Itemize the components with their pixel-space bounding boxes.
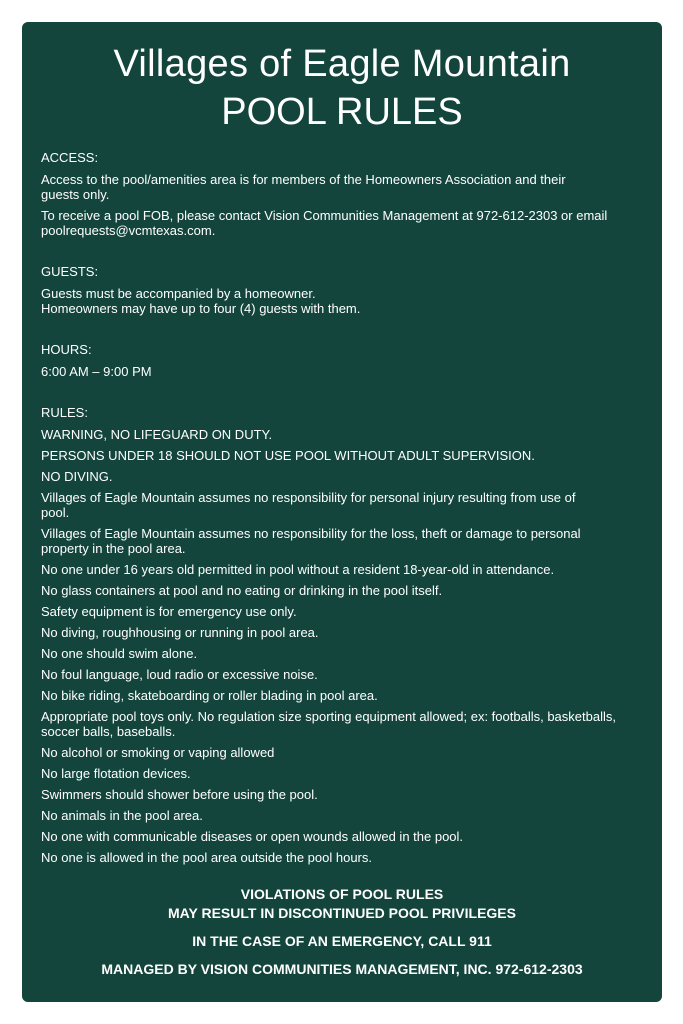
rule-item: No one with communicable diseases or open wounds allowed in the pool. — [41, 829, 464, 844]
access-section — [41, 150, 643, 238]
hours-heading: HOURS: — [41, 342, 92, 357]
access-paragraph: To receive a pool FOB, please contact Vision Communities Management at 972-612-2303 or email poolrequests@vcmtexas.com. — [41, 208, 608, 238]
rule-item: No bike riding, skateboarding or roller blading in pool area. — [41, 688, 378, 703]
rule-item: PERSONS UNDER 18 SHOULD NOT USE POOL WITHOUT ADULT SUPERVISION. — [41, 448, 535, 463]
rule-item: No one should swim alone. — [41, 646, 198, 661]
hours-value: 6:00 AM – 9:00 PM — [41, 364, 152, 379]
footer-notices — [41, 885, 643, 979]
rule-item: Appropriate pool toys only. No regulation size sporting equipment allowed; ex: footballs, basketballs, soccer balls, baseballs. — [41, 709, 616, 739]
rule-item: No foul language, loud radio or excessive noise. — [41, 667, 318, 682]
rules-section — [41, 405, 643, 865]
access-heading: ACCESS: — [41, 150, 99, 165]
rule-item: WARNING, NO LIFEGUARD ON DUTY. — [41, 427, 273, 442]
rule-item: Villages of Eagle Mountain assumes no responsibility for the loss, theft or damage to personal property in the pool area. — [41, 526, 581, 556]
rule-item: NO DIVING. — [41, 469, 113, 484]
access-paragraph: Access to the pool/amenities area is for members of the Homeowners Association and their guests only. — [41, 172, 566, 202]
violations-notice: VIOLATIONS OF POOL RULES — [240, 886, 444, 902]
sign-title: Villages of Eagle Mountain — [113, 43, 571, 85]
guests-heading: GUESTS: — [41, 264, 99, 279]
management-notice: MANAGED BY VISION COMMUNITIES MANAGEMENT, INC. 972-612-2303 — [101, 961, 583, 977]
guests-section — [41, 264, 643, 316]
rule-item: No one under 16 years old permitted in pool without a resident 18-year-old in attendance. — [41, 562, 555, 577]
rule-item: No animals in the pool area. — [41, 808, 203, 823]
rules-list — [41, 427, 643, 865]
violations-notice: MAY RESULT IN DISCONTINUED POOL PRIVILEGES — [168, 905, 516, 921]
rule-item: No glass containers at pool and no eating or drinking in the pool itself. — [41, 583, 443, 598]
rules-heading: RULES: — [41, 405, 88, 420]
rule-item: No alcohol or smoking or vaping allowed — [41, 745, 275, 760]
emergency-notice: IN THE CASE OF AN EMERGENCY, CALL 911 — [192, 933, 492, 949]
hours-section — [41, 342, 643, 379]
guests-line: Homeowners may have up to four (4) guests with them. — [41, 301, 361, 316]
rule-item: Villages of Eagle Mountain assumes no responsibility for personal injury resulting from use of pool. — [41, 490, 576, 520]
rule-item: No diving, roughhousing or running in pool area. — [41, 625, 319, 640]
rule-item: Swimmers should shower before using the pool. — [41, 787, 318, 802]
sign-subtitle: POOL RULES — [221, 91, 463, 133]
rule-item: No one is allowed in the pool area outside the pool hours. — [41, 850, 372, 865]
rule-item: Safety equipment is for emergency use only. — [41, 604, 297, 619]
rule-item: No large flotation devices. — [41, 766, 191, 781]
pool-rules-sign — [22, 22, 662, 1002]
guests-line: Guests must be accompanied by a homeowner. — [41, 286, 316, 301]
